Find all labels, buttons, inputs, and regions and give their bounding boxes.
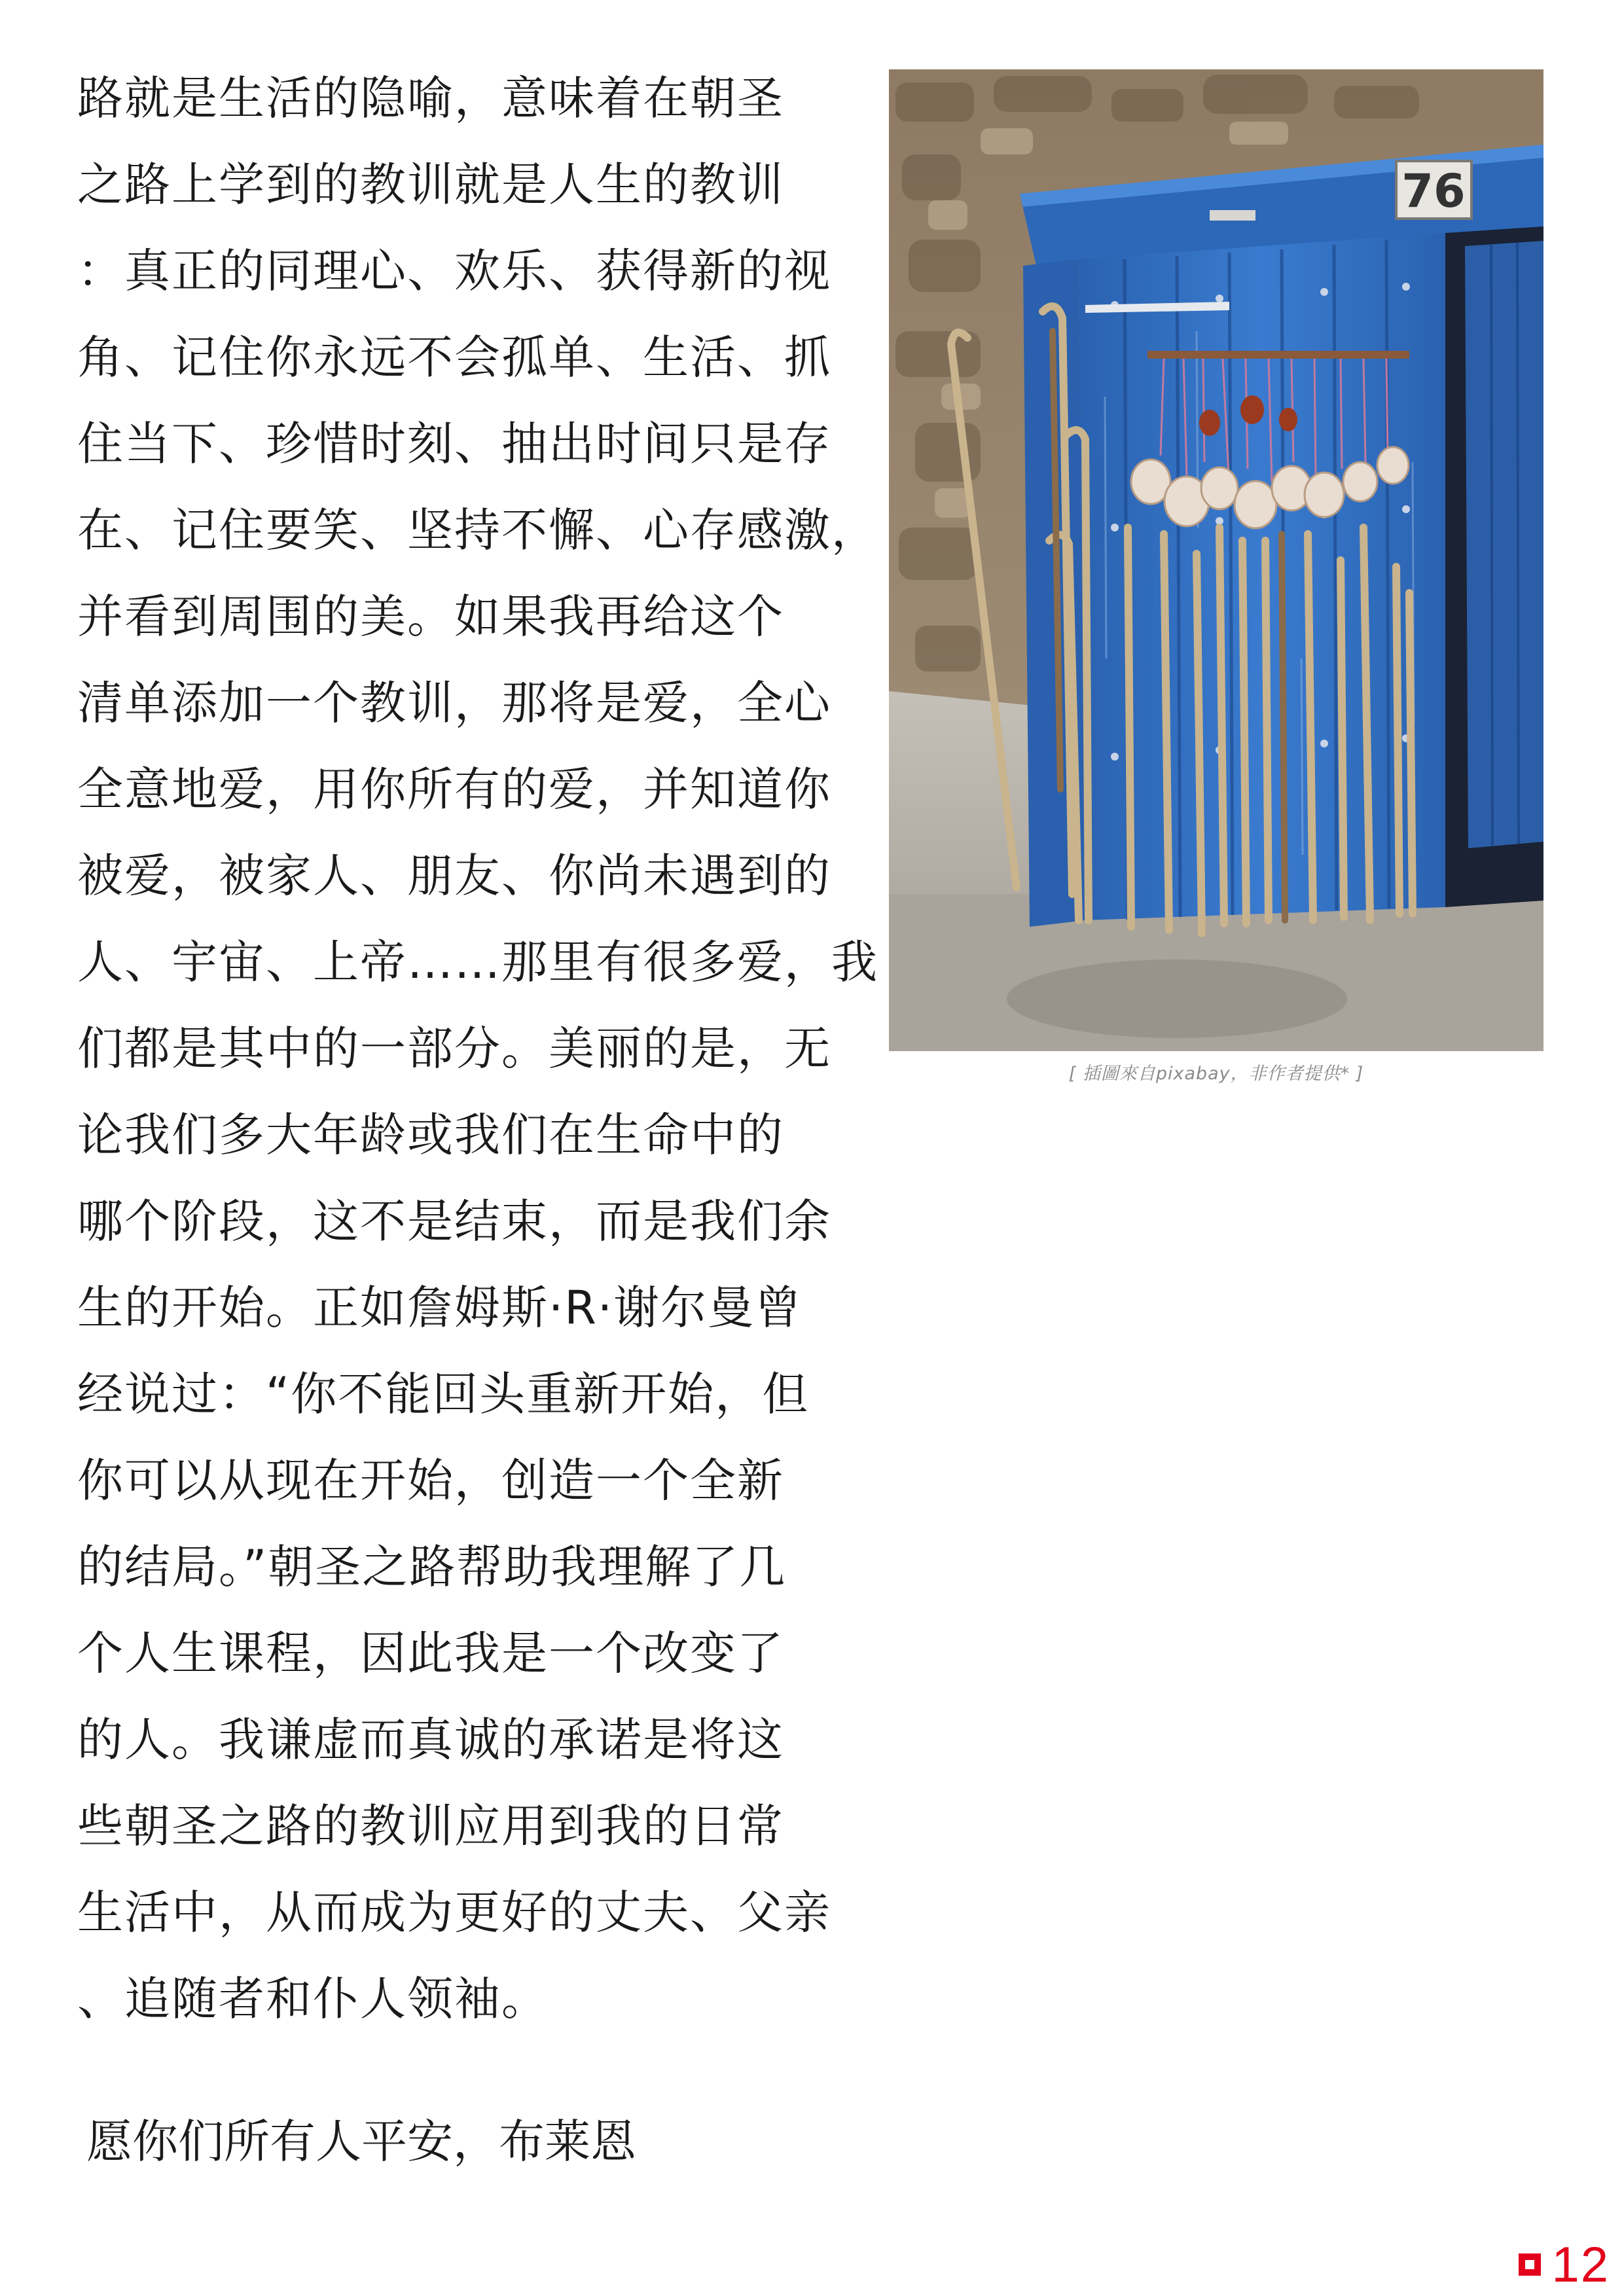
page-number [1519,2238,1610,2291]
blue-door-illustration [889,69,1543,1051]
body-line: 个人生课程，因此我是一个改变了 [77,1626,784,1680]
body-line: 你可以从现在开始，创造一个全新 [77,1454,784,1507]
signoff: 愿你们所有人平安，布莱恩 [86,2115,636,2168]
body-line: 人、宇宙、上帝……那里有很多爱，我 [77,935,878,989]
body-line: 被爱，被家人、朋友、你尚未遇到的 [77,849,831,903]
body-line: 生的开始。正如詹姆斯·R·谢尔曼曾 [77,1281,803,1335]
page-number-text: 12 [1551,2236,1610,2293]
body-line: 们都是其中的一部分。美丽的是，无 [77,1022,831,1075]
door-photo [889,69,1543,1051]
body-line: 的结局。”朝圣之路帮助我理解了几 [77,1540,787,1594]
body-line: 哪个阶段，这不是结束，而是我们余 [77,1194,831,1248]
body-line: ：真正的同理心、欢乐、获得新的视 [77,244,831,298]
body-line: 的人。我谦虚而真诚的承诺是将这 [77,1713,784,1767]
body-line: 在、记住要笑、坚持不懈、心存感激， [77,503,878,557]
body-line: 住当下、珍惜时刻、抽出时间只是存 [77,417,831,471]
body-line: 之路上学到的教训就是人生的教训 [77,158,784,211]
body-line: 并看到周围的美。如果我再给这个 [77,590,784,643]
door-number: 76 [1401,164,1466,218]
body-line: 角、记住你永远不会孤单、生活、抓 [77,331,831,384]
body-line: 论我们多大年龄或我们在生命中的 [77,1108,784,1162]
body-line: 、追随者和仆人领袖。 [77,1972,549,2026]
body-line: 全意地爱，用你所有的爱，并知道你 [77,762,831,816]
body-line: 路就是生活的隐喻，意味着在朝圣 [77,71,784,125]
body-line: 些朝圣之路的教训应用到我的日常 [77,1799,784,1853]
body-line: 经说过：“你不能回头重新开始，但 [77,1367,810,1421]
body-line: 生活中，从而成为更好的丈夫、父亲 [77,1886,831,1939]
photo-caption: [ 插圖來自pixabay，非作者提供* ] [1068,1064,1364,1084]
body-line: 清单添加一个教训，那将是爱，全心 [77,676,831,730]
article-body [77,55,878,2042]
page-mark-icon [1519,2253,1541,2276]
